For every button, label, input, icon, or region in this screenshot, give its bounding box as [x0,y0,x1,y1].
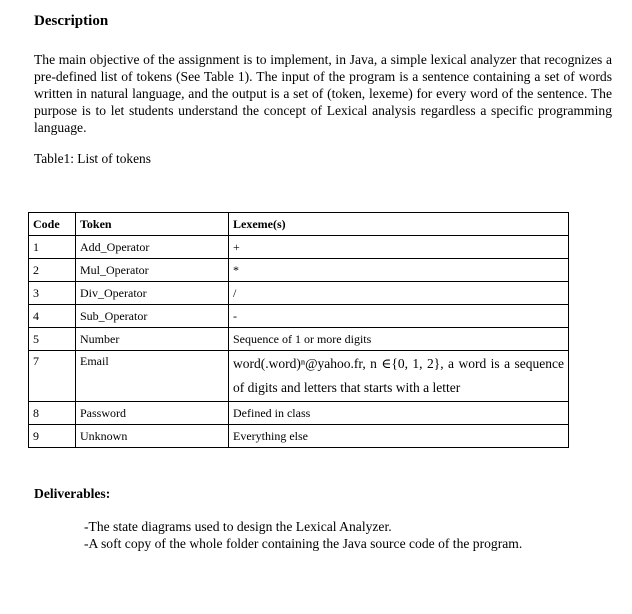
table-row [29,305,569,328]
table-row [29,259,569,282]
cell-lexeme: Sequence of 1 or more digits [229,328,569,351]
cell-code: 4 [29,305,76,328]
cell-lexeme: Everything else [229,425,569,448]
table-row [29,236,569,259]
tokens-table [28,212,569,448]
cell-code: 5 [29,328,76,351]
cell-code: 1 [29,236,76,259]
cell-token: Email [76,351,229,402]
deliverables-heading: Deliverables: [34,486,111,501]
header-token: Token [76,213,229,236]
cell-lexeme: Defined in class [229,402,569,425]
list-item: -A soft copy of the whole folder containing the Java source code of the program. [84,536,523,551]
cell-code: 2 [29,259,76,282]
cell-lexeme: word(.word)ⁿ@yahoo.fr, n ∈{0, 1, 2}, a word is a sequence of digits and letters that starts with a letter [229,351,569,402]
cell-code: 3 [29,282,76,305]
cell-token: Password [76,402,229,425]
cell-token: Mul_Operator [76,259,229,282]
description-heading: Description [34,13,109,29]
cell-token: Sub_Operator [76,305,229,328]
table-row [29,425,569,448]
table-row [29,402,569,425]
description-paragraph: The main objective of the assignment is to implement, in Java, a simple lexical analyzer that recognizes a pre-defined list of tokens (See Table 1). The input of the program is a sentence containing a set of words written in natural language, and the output is a set of (token, lexeme) for every word of the sentence. The purpose is to let students understand the concept of Lexical analysis regardless a specific programming language. [34,52,612,135]
cell-token: Number [76,328,229,351]
cell-token: Add_Operator [76,236,229,259]
cell-token: Unknown [76,425,229,448]
cell-lexeme: + [229,236,569,259]
table-row [29,328,569,351]
deliverables-list [84,518,522,552]
table-row [29,282,569,305]
header-lexeme: Lexeme(s) [229,213,569,236]
list-item: -The state diagrams used to design the Lexical Analyzer. [84,519,392,534]
cell-code: 7 [29,351,76,402]
cell-token: Div_Operator [76,282,229,305]
table-header-row [29,213,569,236]
cell-lexeme: / [229,282,569,305]
table-caption: Table1: List of tokens [34,151,151,166]
cell-lexeme: - [229,305,569,328]
cell-code: 8 [29,402,76,425]
table-row [29,351,569,402]
header-code: Code [29,213,76,236]
cell-code: 9 [29,425,76,448]
cell-lexeme: * [229,259,569,282]
